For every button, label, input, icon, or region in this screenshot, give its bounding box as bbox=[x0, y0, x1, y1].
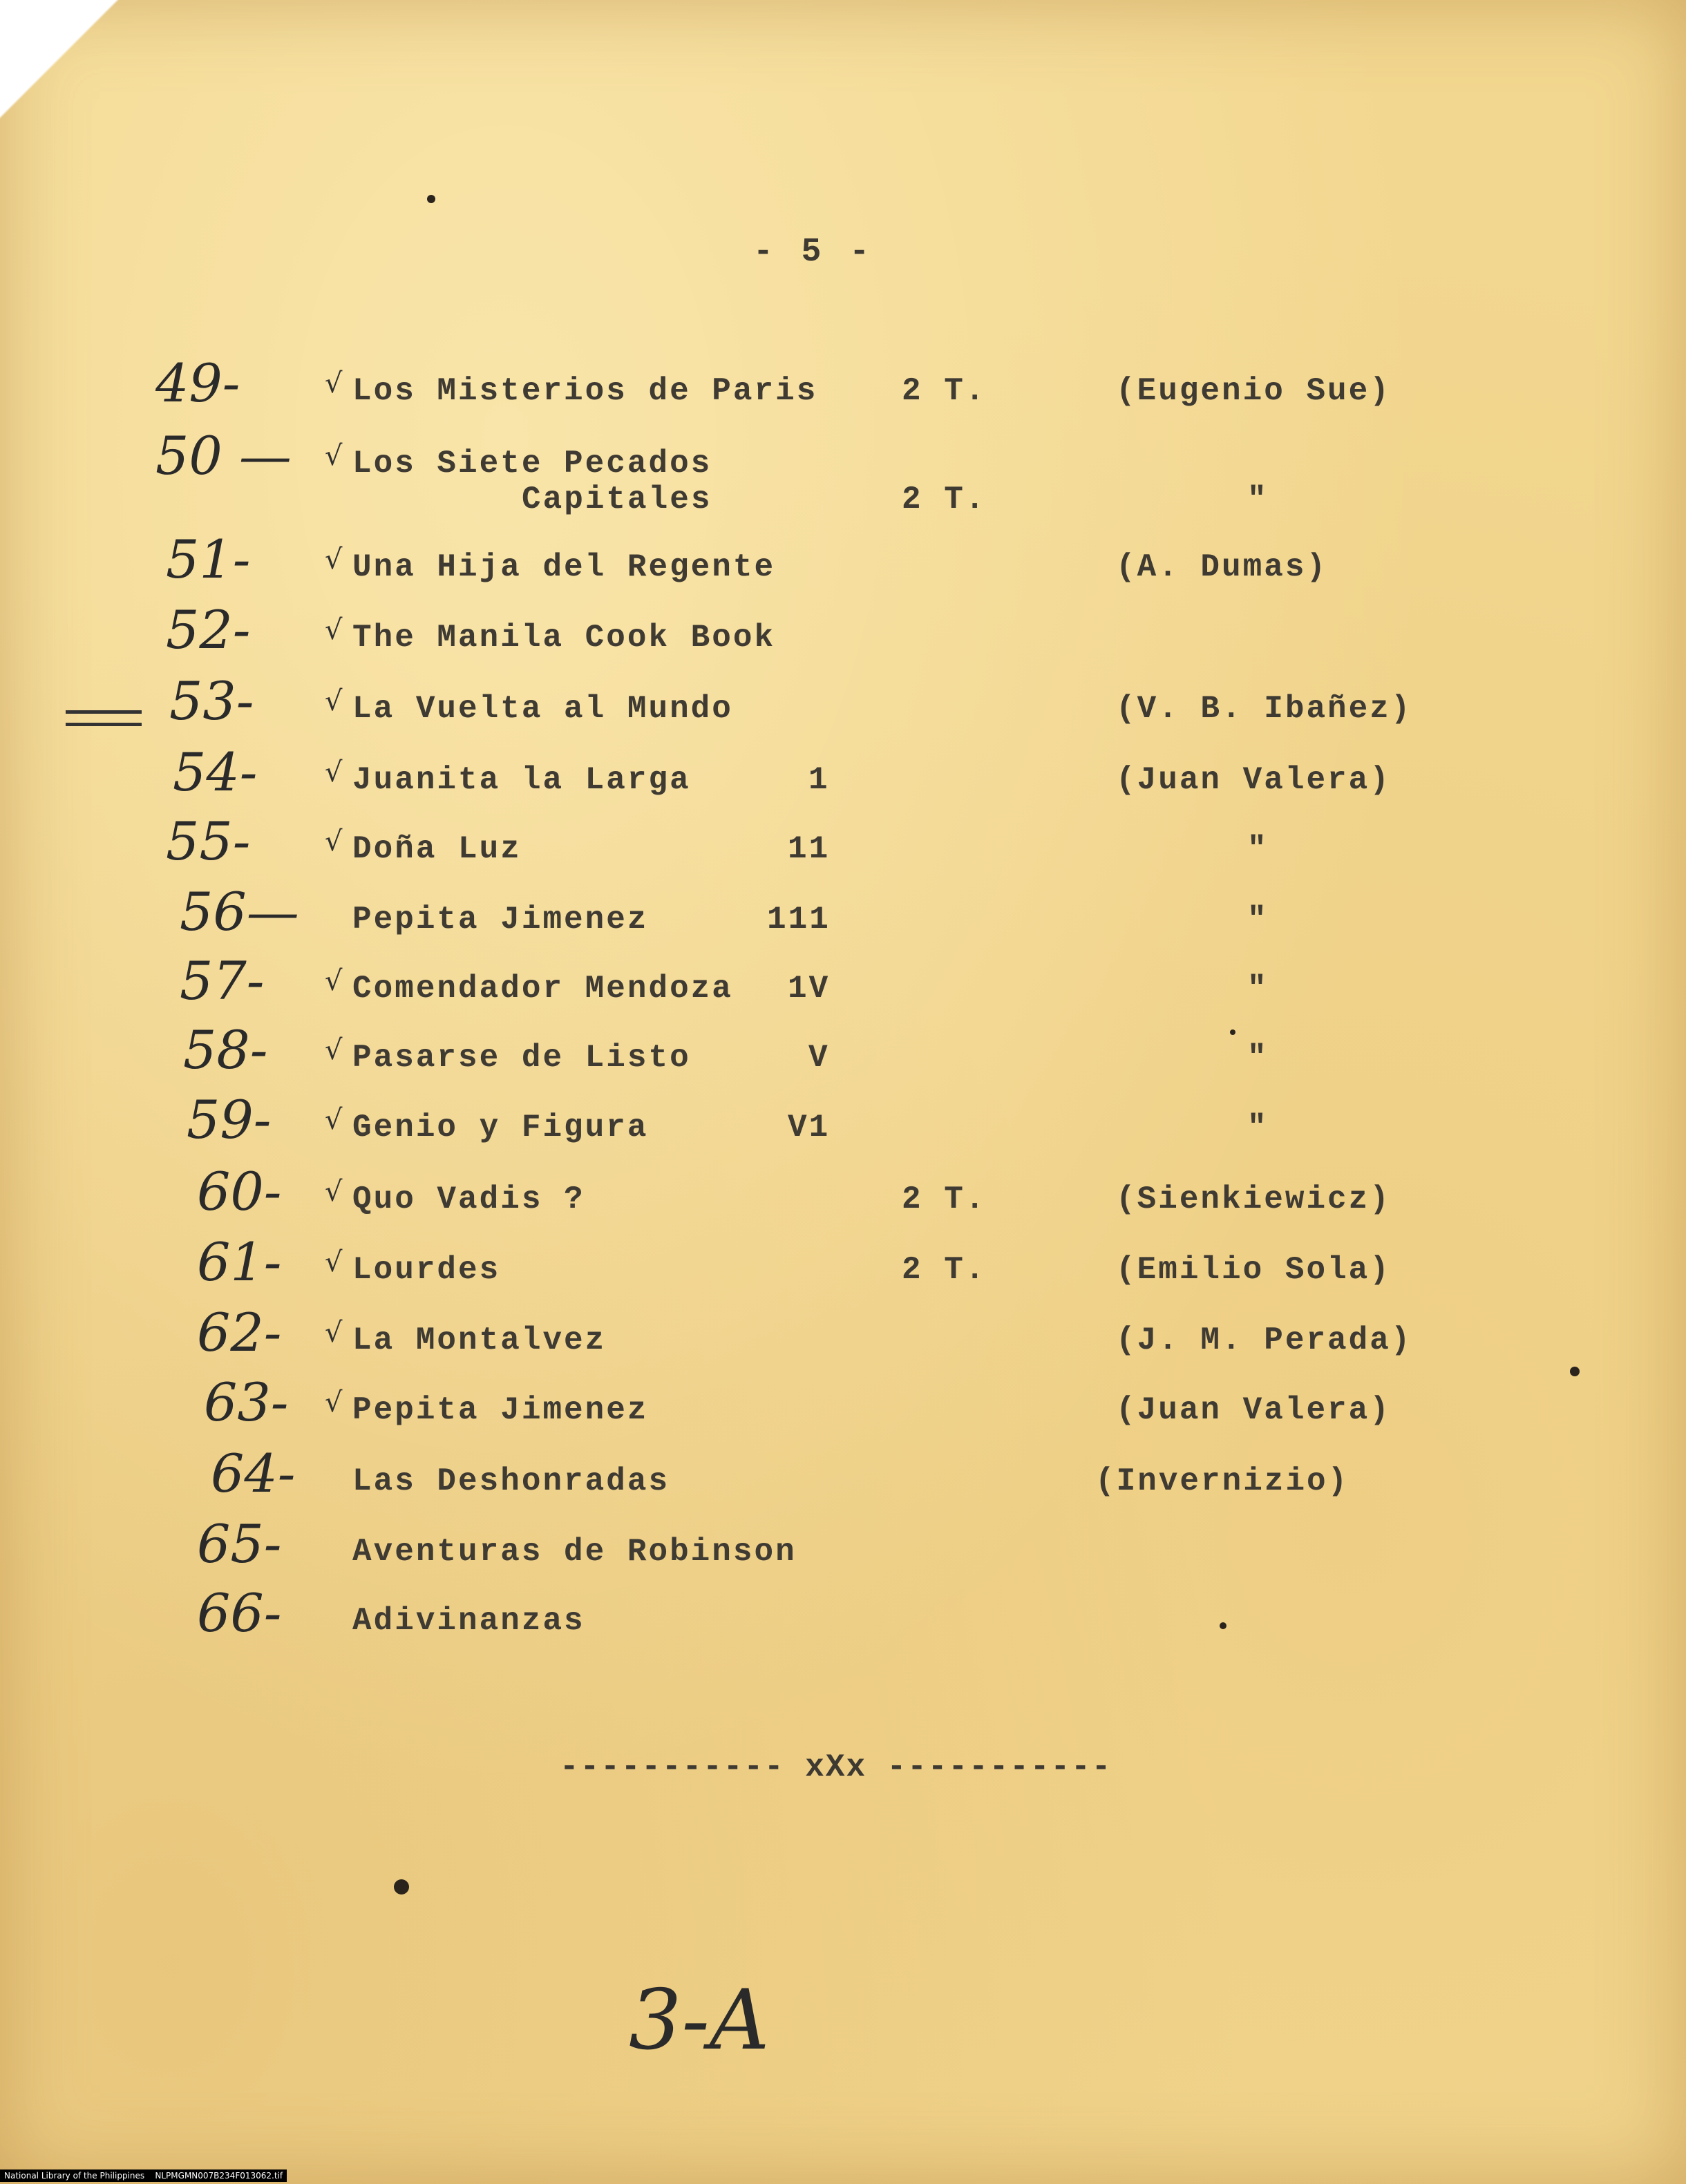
ditto-mark: " bbox=[1247, 1040, 1269, 1076]
check-mark: √ bbox=[325, 440, 343, 472]
book-title: La Vuelta al Mundo bbox=[352, 691, 733, 727]
volume-number: 1V bbox=[788, 971, 831, 1007]
ink-spot bbox=[394, 1879, 409, 1895]
check-mark: √ bbox=[325, 368, 343, 399]
ink-spot bbox=[427, 195, 435, 203]
book-title: La Montalvez bbox=[352, 1322, 607, 1358]
entry-number: 62- bbox=[197, 1302, 282, 1363]
author-name: (Eugenio Sue) bbox=[1116, 373, 1391, 409]
check-mark: √ bbox=[325, 1317, 343, 1349]
handwritten-label: 3-A bbox=[629, 1973, 770, 2069]
entry-number: 58- bbox=[183, 1019, 268, 1081]
ditto-mark: " bbox=[1247, 902, 1269, 938]
author-name: (V. B. Ibañez) bbox=[1116, 691, 1412, 727]
entry-number: 54- bbox=[173, 741, 258, 803]
ditto-mark: " bbox=[1247, 831, 1269, 867]
tomos-count: 2 T. bbox=[902, 1181, 987, 1217]
ditto-mark: " bbox=[1247, 482, 1269, 517]
book-title: Pepita Jimenez bbox=[352, 1392, 649, 1428]
author-name: (Invernizio) bbox=[1095, 1463, 1349, 1499]
ink-spot bbox=[1220, 1622, 1226, 1629]
ditto-mark: " bbox=[1247, 971, 1269, 1007]
entry-number: 65- bbox=[197, 1513, 282, 1575]
ink-spot bbox=[1230, 1029, 1235, 1035]
entry-number: 51- bbox=[166, 529, 251, 590]
entry-number: 66- bbox=[197, 1582, 282, 1644]
entry-number: 52- bbox=[166, 599, 251, 661]
entry-number: 57- bbox=[180, 950, 265, 1012]
author-name: (J. M. Perada) bbox=[1116, 1322, 1412, 1358]
book-title: Doña Luz bbox=[352, 831, 522, 867]
book-title: Quo Vadis ? bbox=[352, 1181, 585, 1217]
check-mark: √ bbox=[325, 1034, 343, 1066]
entry-number: 61- bbox=[197, 1231, 282, 1293]
page-number: - 5 - bbox=[753, 234, 874, 271]
book-title: Genio y Figura bbox=[352, 1110, 649, 1146]
book-title: Una Hija del Regente bbox=[352, 549, 776, 585]
entry-number: 53- bbox=[169, 670, 254, 732]
entry-number: 60- bbox=[197, 1161, 282, 1222]
book-title: Lourdes bbox=[352, 1252, 501, 1288]
book-title: Juanita la Larga bbox=[352, 762, 691, 798]
entry-number: 56— bbox=[180, 881, 299, 942]
book-title: Los Siete Pecados bbox=[352, 446, 712, 482]
check-mark: √ bbox=[325, 826, 343, 857]
archive-footer: National Library of the Philippines NLPMGMN007B234F013062.tif bbox=[0, 2169, 287, 2182]
book-title: Los Misterios de Paris bbox=[352, 373, 818, 409]
ditto-mark: " bbox=[1247, 1110, 1269, 1146]
check-mark: √ bbox=[325, 757, 343, 788]
author-name: (A. Dumas) bbox=[1116, 549, 1328, 585]
author-name: (Juan Valera) bbox=[1116, 762, 1391, 798]
book-title: The Manila Cook Book bbox=[352, 620, 776, 656]
check-mark: √ bbox=[325, 1246, 343, 1278]
ink-spot bbox=[1570, 1367, 1580, 1376]
book-title: Aventuras de Robinson bbox=[352, 1534, 797, 1570]
entry-number: 59- bbox=[187, 1089, 272, 1150]
entry-number: 64- bbox=[211, 1443, 296, 1504]
check-mark: √ bbox=[325, 1176, 343, 1208]
book-title-continued: Capitales bbox=[522, 482, 712, 517]
book-title: Las Deshonradas bbox=[352, 1463, 670, 1499]
check-mark: √ bbox=[325, 685, 343, 717]
entry-number: 55- bbox=[166, 810, 251, 872]
torn-corner bbox=[0, 0, 152, 180]
book-title: Pasarse de Listo bbox=[352, 1040, 691, 1076]
check-mark: √ bbox=[325, 614, 343, 646]
margin-dash-mark bbox=[66, 723, 142, 726]
author-name: (Emilio Sola) bbox=[1116, 1252, 1391, 1288]
volume-number: V1 bbox=[788, 1110, 831, 1146]
margin-dash-mark bbox=[66, 710, 142, 714]
tomos-count: 2 T. bbox=[902, 1252, 987, 1288]
book-title: Comendador Mendoza bbox=[352, 971, 733, 1007]
entry-number: 49- bbox=[155, 352, 240, 414]
entry-number: 63- bbox=[204, 1371, 289, 1433]
entry-number: 50 — bbox=[155, 425, 292, 486]
check-mark: √ bbox=[325, 1387, 343, 1418]
book-title: Pepita Jimenez bbox=[352, 902, 649, 938]
volume-number: 11 bbox=[788, 831, 831, 867]
author-name: (Juan Valera) bbox=[1116, 1392, 1391, 1428]
volume-number: V bbox=[808, 1040, 830, 1076]
end-separator: ----------- xXx ----------- bbox=[560, 1749, 1112, 1785]
tomos-count: 2 T. bbox=[902, 482, 987, 517]
check-mark: √ bbox=[325, 965, 343, 997]
tomos-count: 2 T. bbox=[902, 373, 987, 409]
check-mark: √ bbox=[325, 544, 343, 576]
author-name: (Sienkiewicz) bbox=[1116, 1181, 1391, 1217]
book-title: Adivinanzas bbox=[352, 1603, 585, 1639]
volume-number: 111 bbox=[767, 902, 831, 938]
check-mark: √ bbox=[325, 1104, 343, 1136]
volume-number: 1 bbox=[808, 762, 830, 798]
